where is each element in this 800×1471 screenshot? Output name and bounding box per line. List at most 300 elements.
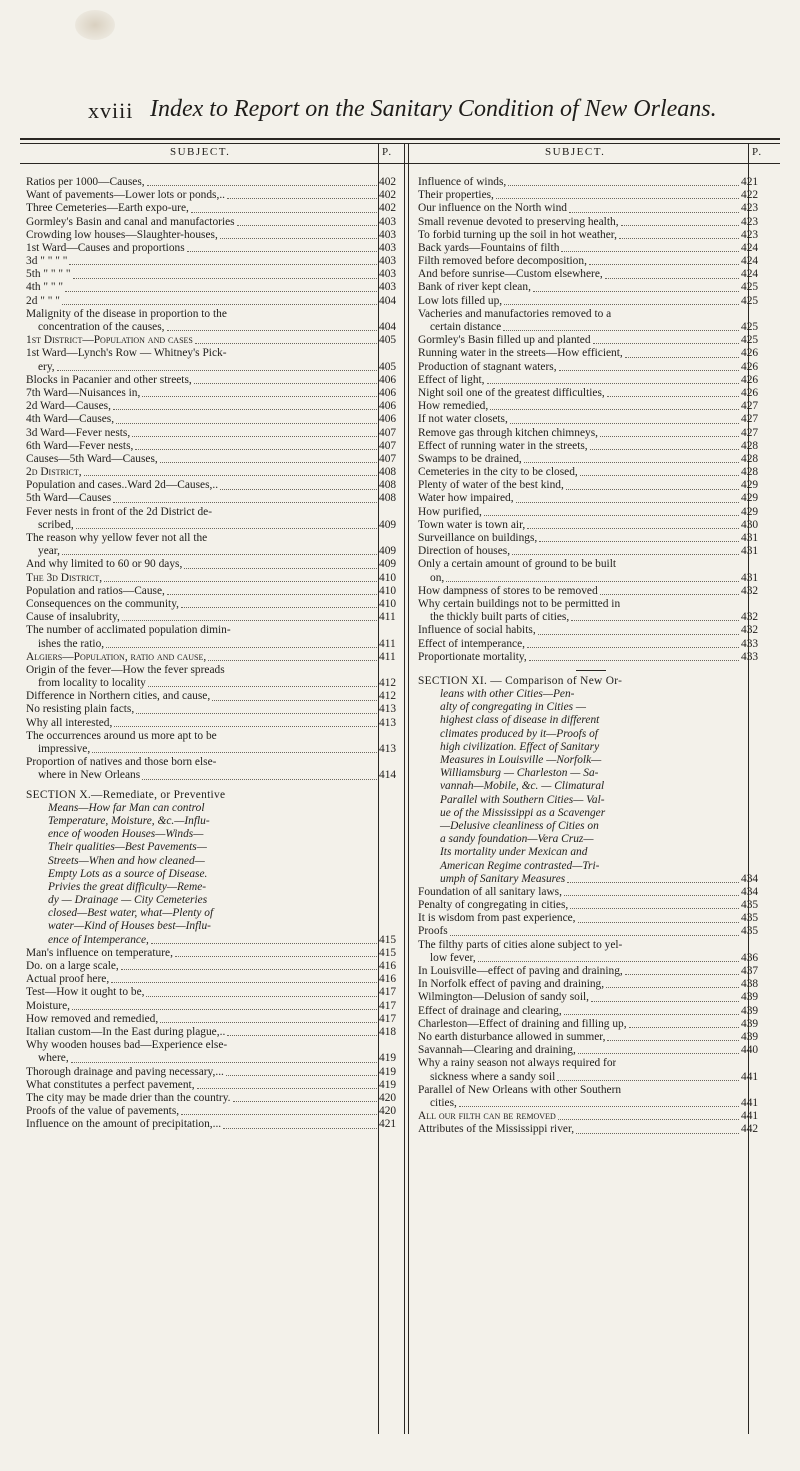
index-entry — [418, 978, 763, 991]
entry-subject: It is wisdom from past experience, — [418, 912, 576, 925]
entry-page: 407 — [379, 439, 397, 452]
section-summary-line: Parallel with Southern Cities— Val- — [440, 793, 605, 806]
dot-leader — [605, 278, 739, 279]
entry-page: 404 — [379, 321, 397, 334]
dot-leader — [167, 594, 377, 595]
index-entry — [26, 189, 401, 202]
dot-leader — [212, 700, 377, 701]
left-entry-list-2 — [26, 947, 401, 1132]
entry-subject: umph of Sanitary Measures — [440, 872, 566, 885]
index-entry — [26, 413, 401, 426]
dot-leader — [578, 1053, 739, 1054]
entry-page: 414 — [379, 769, 397, 782]
entry-subject: Small revenue devoted to preserving health, — [418, 215, 619, 228]
index-entry — [26, 479, 401, 492]
section-summary-line: vannah—Mobile, &c. — Climatural — [440, 780, 605, 793]
index-entry — [26, 334, 401, 347]
index-entry — [26, 986, 401, 999]
dot-leader — [607, 396, 739, 397]
dot-leader — [567, 882, 739, 883]
index-entry — [26, 268, 401, 281]
entry-subject: 5th Ward—Causes — [26, 492, 112, 505]
dot-leader — [625, 357, 739, 358]
index-entry — [26, 1039, 401, 1052]
running-title: Index to Report on the Sanitary Condition of New Orleans. — [150, 96, 717, 122]
entry-page: 409 — [379, 518, 397, 531]
entry-page: 424 — [741, 255, 759, 268]
entry-subject: In Norfolk effect of paving and draining, — [418, 978, 605, 991]
right-subject-heading: SUBJECT. — [545, 146, 606, 158]
dot-leader — [578, 922, 739, 923]
index-entry — [26, 347, 401, 360]
entry-subject: 4th " " " — [26, 281, 64, 294]
section-summary-line: Empty Lots as a source of Disease. — [48, 867, 208, 880]
entry-subject: No earth disturbance allowed in summer, — [418, 1030, 606, 1043]
index-entry — [418, 952, 763, 965]
entry-subject: Their properties, — [418, 189, 494, 202]
entry-page: 403 — [379, 241, 397, 254]
entry-page: 408 — [379, 479, 397, 492]
index-entry — [26, 611, 401, 624]
entry-subject: Gormley's Basin and canal and manufactories — [26, 215, 235, 228]
column-heading-rule — [20, 163, 780, 164]
entry-subject: Cause of insalubrity, — [26, 611, 120, 624]
entry-page: 419 — [379, 1065, 397, 1078]
section-summary-line: Means—How far Man can control — [48, 801, 205, 814]
entry-page: 413 — [379, 743, 397, 756]
index-entry — [26, 308, 401, 321]
entry-page: 409 — [379, 545, 397, 558]
index-entry — [418, 651, 763, 664]
dot-leader — [516, 502, 739, 503]
index-entry — [26, 558, 401, 571]
entry-page: 429 — [741, 479, 759, 492]
entry-page: 430 — [741, 518, 759, 531]
entry-page: 440 — [741, 1044, 759, 1057]
section-summary-line: a sandy foundation—Vera Cruz— — [440, 833, 594, 846]
entry-subject: Plenty of water of the best kind, — [418, 479, 564, 492]
scan-smudge — [75, 10, 115, 40]
index-entry — [26, 282, 401, 295]
entry-subject: 3d " " " " — [26, 255, 68, 268]
entry-page: 433 — [741, 650, 759, 663]
dot-leader — [113, 502, 377, 503]
index-entry — [418, 400, 763, 413]
index-entry — [418, 638, 763, 651]
index-entry — [418, 453, 763, 466]
entry-subject: Swamps to be drained, — [418, 452, 522, 465]
entry-subject: Remove gas through kitchen chimneys, — [418, 426, 598, 439]
entry-page: 432 — [741, 584, 759, 597]
entry-page: 429 — [741, 492, 759, 505]
entry-page: 408 — [379, 466, 397, 479]
entry-subject: 2d Ward—Causes, — [26, 400, 111, 413]
entry-page: 423 — [741, 202, 759, 215]
entry-subject: ery, — [38, 360, 55, 373]
entry-subject: The filthy parts of cities alone subject to yel- — [418, 938, 623, 951]
section-summary-line: climates produced by it—Proofs of — [440, 727, 598, 740]
entry-subject: Our influence on the North wind — [418, 202, 567, 215]
index-entry — [26, 493, 401, 506]
index-entry — [418, 519, 763, 532]
entry-page: 423 — [741, 228, 759, 241]
entry-page: 435 — [741, 912, 759, 925]
index-entry — [26, 176, 401, 189]
dot-leader — [459, 1106, 739, 1107]
index-entry — [26, 374, 401, 387]
entry-subject: Man's influence on temperature, — [26, 946, 173, 959]
section-summary-line: high civilization. Effect of Sanitary — [440, 740, 600, 753]
dot-leader — [62, 554, 377, 555]
entry-subject: Back yards—Fountains of filth — [418, 241, 560, 254]
entry-subject: Penalty of congregating in cities, — [418, 899, 569, 912]
dot-leader — [194, 383, 377, 384]
index-entry — [26, 1118, 401, 1131]
entry-page: 402 — [379, 202, 397, 215]
section-summary-line: Williamsburg — Charleston — Sa- — [440, 767, 599, 780]
entry-subject: sickness where a sandy soil — [430, 1070, 556, 1083]
index-entry — [26, 295, 401, 308]
index-entry — [26, 506, 401, 519]
dot-leader — [607, 1040, 739, 1041]
dot-leader — [167, 330, 377, 331]
entry-page: 442 — [741, 1123, 759, 1136]
entry-page: 424 — [741, 268, 759, 281]
entry-subject: scribed, — [38, 518, 74, 531]
dot-leader — [606, 987, 739, 988]
entry-subject: Population and cases..Ward 2d—Causes,.. — [26, 479, 219, 492]
section-x-block — [26, 789, 401, 947]
entry-page: 411 — [379, 611, 396, 624]
index-entry — [26, 730, 401, 743]
dot-leader — [557, 1080, 739, 1081]
entry-page: 411 — [379, 650, 396, 663]
entry-subject: Charleston—Effect of draining and filling up, — [418, 1017, 627, 1030]
entry-page: 403 — [379, 228, 397, 241]
index-entry — [418, 295, 763, 308]
dot-leader — [527, 647, 739, 648]
section-summary-line: highest class of disease in different — [440, 714, 600, 727]
index-entry — [26, 704, 401, 717]
index-entry — [418, 268, 763, 281]
entry-subject: ence of Intemperance, — [48, 933, 149, 946]
entry-subject: Algiers—Population, ratio and cause, — [26, 650, 207, 663]
dot-leader — [564, 895, 739, 896]
entry-subject: No resisting plain facts, — [26, 703, 135, 716]
entry-subject: Moisture, — [26, 999, 70, 1012]
entry-subject: 7th Ward—Nuisances in, — [26, 386, 141, 399]
dot-leader — [220, 238, 377, 239]
entry-subject: The occurrences around us more apt to be — [26, 729, 217, 742]
entry-page: 427 — [741, 413, 759, 426]
entry-subject: Fever nests in front of the 2d District de- — [26, 505, 213, 518]
index-entry — [26, 361, 401, 374]
index-entry — [418, 479, 763, 492]
index-entry — [418, 427, 763, 440]
dot-leader — [600, 436, 739, 437]
dot-leader — [220, 489, 377, 490]
entry-subject: Actual proof here, — [26, 973, 110, 986]
index-entry — [26, 1092, 401, 1105]
index-entry — [26, 466, 401, 479]
index-entry — [26, 1000, 401, 1013]
dot-leader — [478, 961, 739, 962]
dot-leader — [116, 423, 377, 424]
dot-leader — [561, 251, 739, 252]
entry-page: 425 — [741, 321, 759, 334]
entry-page: 428 — [741, 466, 759, 479]
index-entry — [26, 717, 401, 730]
index-entry — [418, 572, 763, 585]
index-entry — [418, 991, 763, 1004]
entry-page: 436 — [741, 951, 759, 964]
dot-leader — [69, 264, 377, 265]
index-entry — [26, 947, 401, 960]
index-entry — [26, 229, 401, 242]
index-entry — [418, 466, 763, 479]
dot-leader — [84, 475, 377, 476]
entry-subject: the thickly built parts of cities, — [430, 611, 570, 624]
dot-leader — [114, 726, 377, 727]
dot-leader — [181, 1114, 377, 1115]
entry-page: 437 — [741, 965, 759, 978]
entry-page: 426 — [741, 373, 759, 386]
index-entry — [26, 690, 401, 703]
left-page-heading: P. — [382, 146, 393, 158]
entry-subject: Consequences on the community, — [26, 597, 180, 610]
entry-page: 421 — [379, 1118, 397, 1131]
dot-leader — [132, 436, 377, 437]
entry-subject: 1st Ward—Causes and proportions — [26, 241, 185, 254]
dot-leader — [590, 449, 739, 450]
index-entry — [418, 242, 763, 255]
entry-subject: certain distance — [430, 321, 502, 334]
dot-leader — [197, 1088, 377, 1089]
dot-leader — [121, 969, 377, 970]
dot-leader — [160, 462, 377, 463]
index-entry — [26, 400, 401, 413]
entry-page: 419 — [379, 1052, 397, 1065]
dot-leader — [135, 449, 377, 450]
entry-subject: Vacheries and manufactories removed to a — [418, 307, 612, 320]
index-entry — [418, 899, 763, 912]
dot-leader — [187, 251, 377, 252]
index-entry — [26, 973, 401, 986]
entry-page: 423 — [741, 215, 759, 228]
index-entry — [418, 493, 763, 506]
entry-page: 435 — [741, 925, 759, 938]
index-entry — [418, 545, 763, 558]
entry-page: 411 — [379, 637, 396, 650]
entry-subject: Low lots filled up, — [418, 294, 503, 307]
entry-page: 439 — [741, 1030, 759, 1043]
section-summary-line: ence of wooden Houses—Winds— — [48, 828, 204, 841]
dot-leader — [533, 291, 739, 292]
entry-subject: Thorough drainage and paving necessary,... — [26, 1065, 224, 1078]
index-entry — [418, 1005, 763, 1018]
dot-leader — [62, 304, 377, 305]
section-summary-line: Their qualities—Best Pavements— — [48, 841, 207, 854]
index-entry — [26, 638, 401, 651]
dot-leader — [569, 212, 739, 213]
section-divider — [576, 670, 606, 671]
index-entry — [418, 255, 763, 268]
index-entry — [26, 1105, 401, 1118]
index-entry — [418, 1031, 763, 1044]
index-entry — [418, 1097, 763, 1110]
index-entry — [418, 506, 763, 519]
entry-subject: What constitutes a perfect pavement, — [26, 1078, 195, 1091]
index-entry — [418, 361, 763, 374]
entry-page: 406 — [379, 400, 397, 413]
dot-leader — [629, 1027, 739, 1028]
entry-page: 441 — [741, 1110, 759, 1123]
entry-subject: Blocks in Pacanier and other streets, — [26, 373, 192, 386]
left-column — [26, 176, 401, 1132]
entry-subject: ishes the ratio, — [38, 637, 105, 650]
index-entry — [26, 1026, 401, 1039]
entry-subject: where in New Orleans — [38, 769, 141, 782]
index-entry — [418, 965, 763, 978]
dot-leader — [148, 686, 377, 687]
entry-page: 426 — [741, 360, 759, 373]
dot-leader — [227, 1035, 377, 1036]
entry-subject: Why wooden houses bad—Experience else- — [26, 1039, 228, 1052]
index-entry — [418, 558, 763, 571]
dot-leader — [564, 1014, 739, 1015]
dot-leader — [160, 1022, 377, 1023]
index-entry — [26, 677, 401, 690]
index-entry — [26, 664, 401, 677]
index-entry — [418, 1057, 763, 1070]
index-entry — [418, 912, 763, 925]
index-entry — [418, 532, 763, 545]
dot-leader — [106, 647, 377, 648]
entry-page: 433 — [741, 637, 759, 650]
section-summary-last — [418, 873, 763, 886]
entry-page: 402 — [379, 175, 397, 188]
section-summary-line: water—Kind of Houses best—Influ- — [48, 920, 211, 933]
entry-page: 410 — [379, 597, 397, 610]
entry-subject: Causes—5th Ward—Causes, — [26, 452, 158, 465]
entry-subject: Savannah—Clearing and draining, — [418, 1044, 576, 1057]
dot-leader — [621, 225, 739, 226]
dot-leader — [600, 594, 739, 595]
index-entry — [26, 453, 401, 466]
entry-subject: Gormley's Basin filled up and planted — [418, 334, 591, 347]
entry-page: 422 — [741, 189, 759, 202]
index-entry — [26, 651, 401, 664]
index-entry — [26, 769, 401, 782]
entry-subject: Night soil one of the greatest difficulties, — [418, 386, 605, 399]
dot-leader — [136, 713, 377, 714]
right-entry-list — [418, 176, 763, 664]
dot-leader — [529, 660, 739, 661]
entry-page: 416 — [379, 960, 397, 973]
section-summary-line: closed—Best water, what—Plenty of — [48, 907, 214, 920]
section-summary-line: ue of the Mississippi as a Scavenger — [440, 806, 606, 819]
entry-page: 441 — [741, 1096, 759, 1109]
index-entry — [418, 585, 763, 598]
entry-subject: Foundation of all sanitary laws, — [418, 885, 562, 898]
dot-leader — [184, 568, 377, 569]
entry-page: 403 — [379, 268, 397, 281]
dot-leader — [589, 264, 739, 265]
section-summary-line: —Delusive cleanliness of Cities on — [440, 819, 599, 832]
entry-subject: In Louisville—effect of paving and draining, — [418, 965, 623, 978]
entry-subject: How removed and remedied, — [26, 1012, 159, 1025]
center-rule-b — [408, 144, 409, 1434]
entry-subject: where, — [38, 1052, 69, 1065]
page-header — [88, 88, 728, 124]
entry-page: 424 — [741, 241, 759, 254]
entry-subject: All our filth can be removed — [418, 1110, 556, 1123]
entry-page: 426 — [741, 347, 759, 360]
section-summary-line: Streets—When and how cleaned— — [48, 854, 205, 867]
index-entry — [26, 1066, 401, 1079]
entry-subject: 6th Ward—Fever nests, — [26, 439, 134, 452]
index-entry — [418, 598, 763, 611]
dot-leader — [576, 1133, 739, 1134]
index-entry — [418, 282, 763, 295]
entry-page: 404 — [379, 294, 397, 307]
dot-leader — [580, 475, 739, 476]
section-summary-line: Privies the great difficulty—Reme- — [48, 880, 207, 893]
entry-page: 413 — [379, 716, 397, 729]
entry-page: 439 — [741, 1017, 759, 1030]
dot-leader — [142, 396, 377, 397]
dot-leader — [227, 198, 377, 199]
index-entry — [26, 572, 401, 585]
entry-subject: Test—How it ought to be, — [26, 986, 145, 999]
entry-subject: Italian custom—In the East during plague,.. — [26, 1025, 226, 1038]
dot-leader — [71, 1062, 377, 1063]
entry-subject: Town water is town air, — [418, 518, 526, 531]
dot-leader — [92, 752, 377, 753]
dot-leader — [558, 1119, 739, 1120]
left-subject-heading: SUBJECT. — [170, 146, 231, 158]
entry-subject: Malignity of the disease in proportion to the — [26, 307, 227, 320]
dot-leader — [237, 225, 377, 226]
entry-page: 428 — [741, 439, 759, 452]
entry-subject: To forbid turning up the soil in hot weather, — [418, 228, 617, 241]
dot-leader — [111, 982, 377, 983]
entry-page: 421 — [741, 175, 759, 188]
index-entry — [418, 1044, 763, 1057]
dot-leader — [510, 423, 739, 424]
entry-subject: Cemeteries in the city to be closed, — [418, 466, 578, 479]
entry-page: 427 — [741, 426, 759, 439]
entry-subject: year, — [38, 545, 60, 558]
section-summary-line: Its mortality under Mexican and — [440, 846, 588, 859]
index-entry — [26, 532, 401, 545]
dot-leader — [446, 581, 739, 582]
entry-subject: The 3d District, — [26, 571, 103, 584]
entry-page: 439 — [741, 991, 759, 1004]
entry-subject: How purified, — [418, 505, 482, 518]
entry-subject: Effect of light, — [418, 373, 485, 386]
entry-page: 431 — [741, 571, 759, 584]
entry-page: 434 — [741, 872, 759, 885]
index-entry — [418, 216, 763, 229]
dot-leader — [233, 1101, 377, 1102]
entry-page: 420 — [379, 1091, 397, 1104]
dot-leader — [539, 541, 739, 542]
entry-page: 432 — [741, 611, 759, 624]
section-heading: SECTION X.—Remediate, or Preventive — [26, 788, 226, 801]
index-entry — [26, 387, 401, 400]
entry-subject: Influence on the amount of precipitation,... — [26, 1118, 222, 1131]
